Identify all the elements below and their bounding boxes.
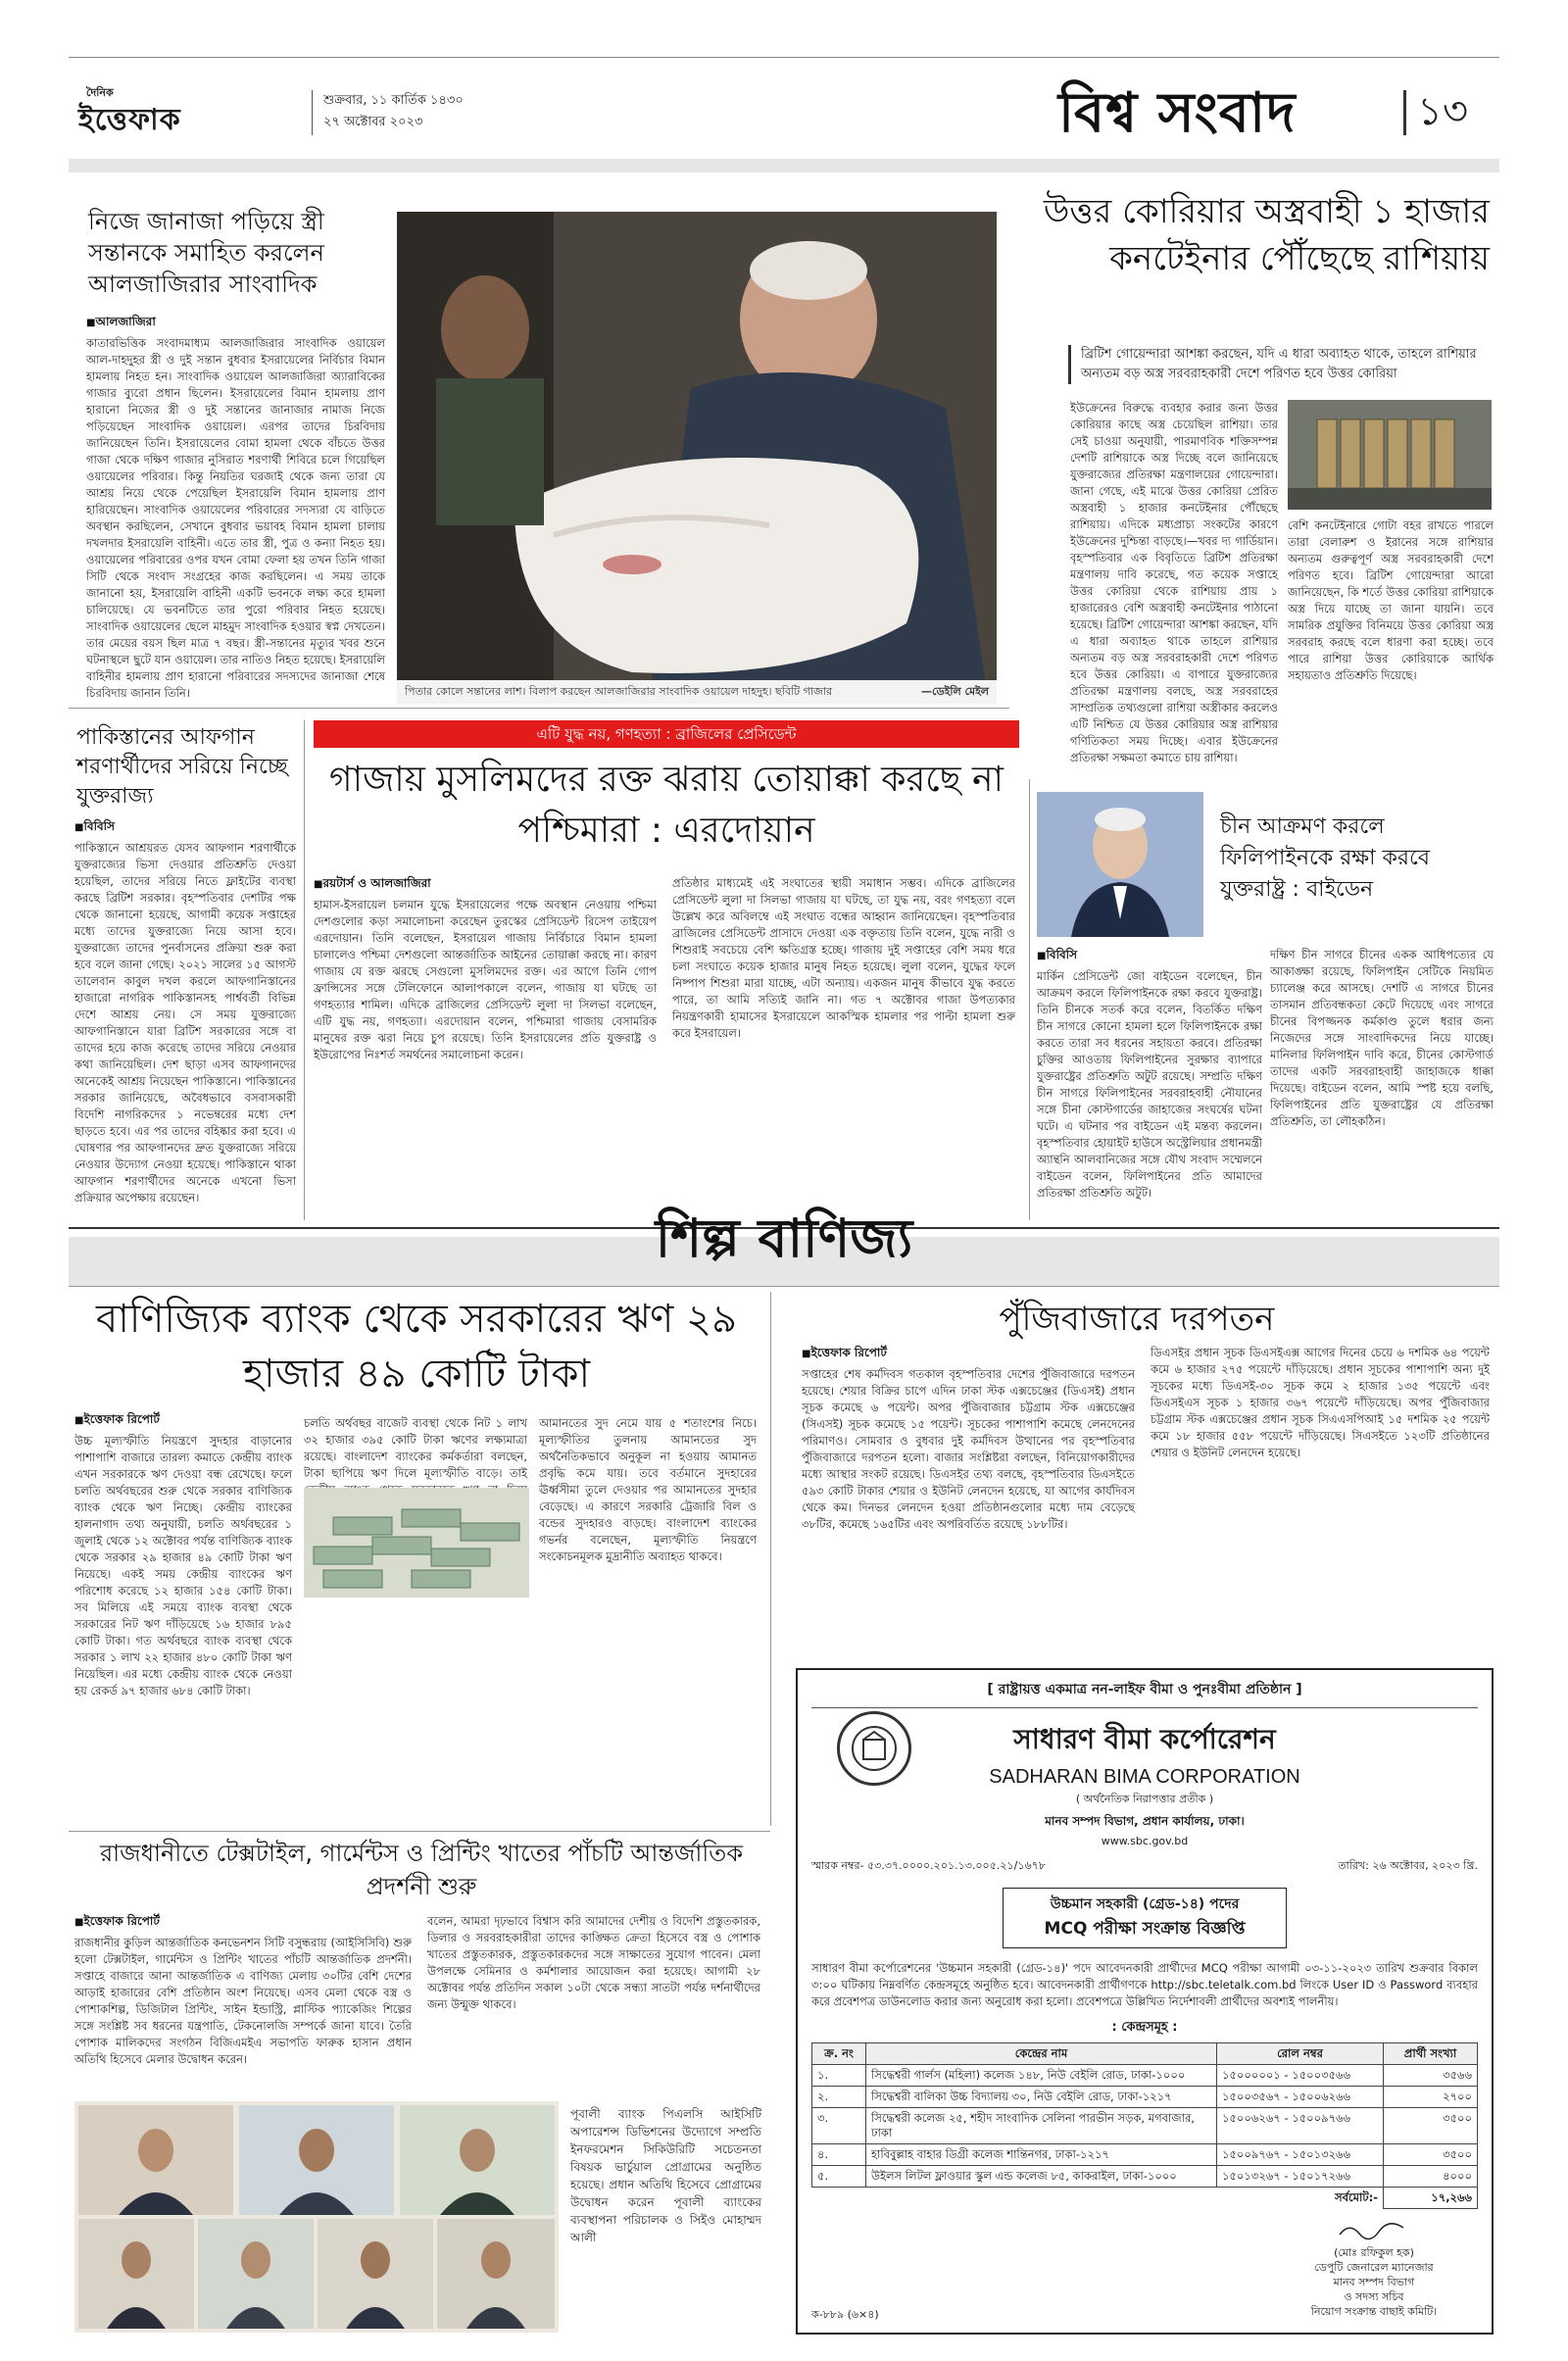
cell-roll: ১৫০১৩২৬৭ - ১৫০১৭২৬৬ — [1217, 2166, 1384, 2188]
story5-headline: চীন আক্রমণ করলে ফিলিপাইনকে রক্ষা করবে যুক্তরাষ্ট্র : বাইডেন — [1220, 814, 1431, 902]
story6-body2-top: চলতি অর্থবছর বাজেট ব্যবস্থা থেকে নিট ১ লাখ ৩২ হাজার ৩৯৫ কোটি টাকা ঋণের লক্ষ্যমাত্রা রয়েছে। বাংলাদেশ ব্যাংকের কর্মকর্তারা বলছেন, টাকা ছাপিয়ে ঋণ দিলে মূল্যস্ফীতি বাড়ে। তাই — [304, 1416, 527, 1480]
table-row — [812, 2087, 1478, 2108]
table-total-row — [812, 2188, 1478, 2209]
photo-pubali — [74, 2101, 559, 2333]
story1-byline: ■ আলজাজিরা — [86, 314, 385, 331]
story7-body — [802, 1345, 1135, 1650]
cell-sl: ৫. — [812, 2166, 866, 2188]
story4-text: হামাস-ইসরায়েল চলমান যুদ্ধে ইসরায়েলের পক্ষে অবস্থান নেওয়ায় পশ্চিমা দেশগুলোর কড়া সমালোচনা করেছেন তুরস্কের প্রেসিডেন্ট রিসেপ তাইয়েপ এরদোয়ান। তিনি বলেছেন, ইসরায়েল গাজায় নির্বিচারে বিমান হামলা চালালেও পশ্চিমা দেশগুলো আন্তর্জাতিক আইনের তোয়াক্কা করছে না। কারণ গাজায় যে রক্ত ঝরছে সেগুলো মুসলিমদের রক্ত। এর আগে তিনি গোপ ফ্রান্সিসের সঙ্গে টেলিফোনে আলাপকালে বলেন, গাজায় যা ঘটছে তা গণহত্যার শামিল। এদিকে ব্রাজিলের প্রেসিডেন্ট লুলা দা সিলভা বলেছেন, এটি যুদ্ধ নয়, গণহত্যা। এরদোয়ান বলেন, পশ্চিমারা গাজায় বেসামরিক মানুষের রক্ত ঝরা নিয়ে চুপ রয়েছে। তিনি ইসরায়েলের প্রতি যুক্তরাষ্ট্র ও ইউরোপের নিঃশর্ত সমর্থনের সমালোচনা করেন। — [314, 898, 657, 1061]
cell-sl: ৩. — [812, 2108, 866, 2144]
ad-name-bn: সাধারণ বীমা কর্পোরেশন — [1013, 1723, 1276, 1755]
pubali-caption: পূবালী ব্যাংক পিএলসি আইসিটি অপারেশন্স ডিভিশনের উদ্যোগে সম্প্রতি ইনফরমেশন সিকিউরিটি সচেতনতা বিষয়ক ভার্চুয়াল প্রোগ্রামের অনুষ্ঠিত হয়েছে। প্রধান অতিথি হিসেবে প্রোগ্রামের উদ্বোধন করেন পূবালী ব্যাংকের ব্যবস্থাপনা পরিচালক ও সিইও মোহাম্মদ আলী — [570, 2107, 761, 2244]
ad-centres-table — [811, 2042, 1478, 2209]
top-rule — [69, 57, 1499, 58]
story8-headline: রাজধানীতে টেক্সটাইল, গার্মেন্টস ও প্রিন্টিং খাতের পাঁচটি আন্তর্জাতিক প্রদর্শনী শুরু — [99, 1840, 744, 1900]
story3-text: পাকিস্তানে আশ্রয়রত যেসব আফগান শরণার্থীকে যুক্তরাজ্যের ভিসা দেওয়ার প্রতিশ্রুতি দেওয়া হয়েছিল, তাদের সরিয়ে নিতে ফ্লাইটের ব্যবস্থা করছে ব্রিটিশ সরকার। বৃহস্পতিবার দেশটির পক্ষ থেকে জানানো হয়েছে, আগামী কয়েক সপ্তাহের মধ্যে তাদের যুক্তরাজ্যে নিয়ে আসা হবে। যুক্তরাজ্যে তাদের পুনর্বাসনের প্রক্রিয়া শুরু করা হবে বলে জানা গেছে। ২০২১ সালের ১৫ আগস্ট তালেবান কাবুল দখল করলে আফগানিস্তানের হাজারো নাগরিক পাকিস্তানসহ পার্শ্ববর্তী বিভিন্ন দেশে আশ্রয় নেয়। সে সময় যুক্তরাজ্যে আফগানিস্তানে যারা ব্রিটিশ সরকারের সঙ্গে বা তাদের হয়ে কাজ করেছে তাদের সরিয়ে নেওয়ার কথা জানিয়েছিল। দেশ ছাড়া এসব আফগানদের অনেকেই আশ্রয় নিয়েছেন পাকিস্তানে। পাকিস্তানের সরকার জানিয়েছে, অবৈধভাবে বসবাসকারী বিদেশি নাগরিকদের ১ নভেম্বরের মধ্যে দেশ ছাড়তে হবে। এর পর তাদের বহিষ্কার করা হবে। এ ঘোষণার পর আফগানদের দ্রুত যুক্তরাজ্যে সরিয়ে নেওয়ার উদ্যোগ নেওয়া হয়েছে। পাকিস্তানে থাকা আফগান শরণার্থীদের অনেকে এখনো ভিসা প্রক্রিয়ার অপেক্ষায় রয়েছেন। — [74, 841, 296, 1205]
cell-count: ৩৫০০ — [1384, 2144, 1478, 2166]
story8-body2: বলেন, আমরা দৃঢ়ভাবে বিশ্বাস করি আমাদের দেশীয় ও বিদেশি প্রস্তুতকারক, ডিলার ও সরবরাহকারীরা তাদের কাঙ্ক্ষিত ক্রেতা হিসেবে বস্ত্র ও পোশাক খাতের প্রস্তুতকারক, প্রস্তুতকারকদের সঙ্গে সাক্ষাতের সুযোগ পাবেন। মেলা উপলক্ষে সেমিনার ও কর্মশালার আয়োজন করা হয়েছে। আগামী ২৮ অক্টোবর পর্যন্ত প্রতিদিন সকাল ১০টা থেকে সন্ধ্যা সাতটা পর্যন্ত দর্শনার্থীদের জন্য উন্মুক্ত থাকবে। — [427, 1914, 760, 2011]
photo1-credit: —ডেইলি মেইল — [921, 685, 989, 698]
story3-headline: পাকিস্তানের আফগান শরণার্থীদের সরিয়ে নিচ্ছে যুক্তরাজ্য — [76, 725, 288, 809]
ad-logo — [837, 1711, 911, 1786]
story7-text: সপ্তাহের শেষ কর্মদিবস গতকাল বৃহস্পতিবার দেশের পুঁজিবাজারে দরপতন হয়েছে। শেয়ার বিক্রির চাপে এদিন ঢাকা স্টক এক্সচেঞ্জের (ডিএসই) প্রধান সূচক কমেছে ৬ পয়েন্ট। অপর পুঁজিবাজার চট্টগ্রাম স্টক এক্সচেঞ্জের (সিএসই) সূচক কমেছে ১৫ পয়েন্ট। সূচকের পাশাপাশি কমেছে লেনদেনের পরিমাণও। সোমবার ও বুধবার দুই কর্মদিবস উত্থানের পর বৃহস্পতিবার পুঁজিবাজারে দরপতন হলো। বাজার সংশ্লিষ্টরা বলছেন, বিনিয়োগকারীদের মধ্যে আস্থার সংকট রয়েছে। ডিএসইর তথ্য বলছে, বৃহস্পতিবার ডিএসইতে ৫৯৩ কোটি টাকার শেয়ার ও ইউনিট লেনদেন হয়েছে, যা আগের কার্যদিবস থেকে কম। দিনভর লেনদেন হওয়া প্রতিষ্ঠানগুলোর মধ্যে দাম বেড়েছে ৩৮টির, কমেছে ১৬৫টির এবং অপরিবর্তিত রয়েছে ১৮৮টির। — [802, 1367, 1135, 1531]
logo-small: দৈনিক — [86, 86, 114, 99]
ad-notice: সাধারণ বীমা কর্পোরেশনের 'উচ্চমান সহকারী (গ্রেড-১৪)' পদে আবেদনকারী প্রার্থীদের MCQ পরীক্ষা আগামী ০৩-১১-২০২৩ তারিখ শুক্রবার বিকাল ৩:০০ ঘটিকায় নিম্নবর্ণিত কেন্দ্রসমূহে অনুষ্ঠিত হবে। আবেদনকারী প্রার্থীগণকে http://sbc.teletalk.com.bd লিংকে User ID ও Password ব্যবহার করে প্রবেশপত্র ডাউনলোড করার জন্য অনুরোধ করা হলো। প্রবেশপত্রে উল্লিখিত নির্দেশাবলী প্রার্থীদের অবশ্যই পালনীয়। — [811, 1961, 1478, 2008]
masthead-logo — [78, 84, 304, 143]
date-english: ২৭ অক্টোবর ২০২৩ — [323, 115, 423, 129]
ad-centres-title: : কেন্দ্রসমূহ : — [1111, 2020, 1178, 2035]
photo-biden-illustration — [1037, 792, 1203, 937]
story7-byline: ■ ইত্তেফাক রিপোর্ট — [802, 1345, 1135, 1362]
bima-ad — [796, 1668, 1494, 2335]
story2-body: ইউক্রেনের বিরুদ্ধে ব্যবহার করার জন্য উত্তর কোরিয়ার কাছে অস্ত্র চেয়েছিল রাশিয়া। তার সেই চাওয়া অনুযায়ী, পারমাণবিক শক্তিসম্পন্ন দেশটি রাশিয়াকে অস্ত্র দিচ্ছে বলে জানিয়েছে যুক্তরাজ্যের প্রতিরক্ষা মন্ত্রণালয়ের গোয়েন্দারা। জানা গেছে, এই মাঝে উত্তর কোরিয়া প্রেরিত অস্ত্রবাহী ১ হাজার কনটেইনার পৌঁছেছে রাশিয়ায়। এদিকে মধ্যপ্রাচ্য সংকটের কারণে ইউক্রেনের দুশ্চিন্তা বাড়ছে।—খবর দ্য গার্ডিয়ান। বৃহস্পতিবার এক বিবৃতিতে ব্রিটিশ প্রতিরক্ষা মন্ত্রণালয় দাবি করেছে, গত কয়েক সপ্তাহে উত্তর কোরিয়া থেকে রাশিয়ায় প্রায় ১ হাজারেরও বেশি অস্ত্রবাহী কনটেইনার পাঠানো হয়েছে। ব্রিটিশ গোয়েন্দারা আশঙ্কা করছেন, যদি এ ধারা অব্যাহত থাকে তাহলে রাশিয়ার অন্যতম বড় অস্ত্র সরবরাহকারী দেশে পরিণত হবে উত্তর কোরিয়া। এ বাপারে যুক্তরাজ্যের প্রতিরক্ষা মন্ত্রণালয় বলছে, অস্ত্র সরবরাহের সাম্প্রতিক তথ্যগুলো রাশিয়া অস্ত্রীকার করলেও এটি নিশ্চিত যে উত্তর কোরিয়ার অস্ত্র রাশিয়ার গণিতিকতা সময় দিচ্ছে। এবার ইউক্রেনের প্রতিরক্ষা সক্ষমতা কমাতে চায় রাশিয়া। — [1070, 401, 1278, 764]
ad-th-roll: রোল নম্বর — [1217, 2043, 1384, 2065]
masthead-bottom-rule — [69, 159, 1499, 172]
ad-dept: মানব সম্পদ বিভাগ, প্রধান কার্যালয়, ঢাকা। — [1045, 1814, 1245, 1828]
ad-memo: স্মারক নম্বর- ৫৩.৩৭.০০০০.২০১.১৩.০০৫.২১/১৬৭৮ — [811, 1859, 1046, 1872]
cell-count: ৩৫০০ — [1384, 2108, 1478, 2144]
ad-code: ক-৮৮৯ (৬×৪) — [811, 2308, 879, 2321]
ad-date: তারিখ: ২৬ অক্টোবর, ২০২৩ খ্রি. — [1338, 1859, 1478, 1872]
sbc-logo-icon — [850, 1724, 899, 1773]
story8-body — [74, 1913, 412, 2090]
ad-signature — [1276, 2220, 1472, 2319]
story1-text: কাতারভিত্তিক সংবাদমাধ্যম আলজাজিরার সাংবাদিক ওয়ায়েল আল-দাহদুহর স্ত্রী ও দুই সন্তান বুধবার ইসরায়েলের নির্বিচার বিমান হামলায় নিহত হন। সাংবাদিক ওয়ায়েল আলজাজিরা অ্যারাবিকের গাজার ব্যুরো প্রধান ছিলেন। ইসরায়েলের বিমান হামলায় প্রাণ হারানো নিজের স্ত্রী ও দুই সন্তানের জানাজার নামাজ নিজে পড়িয়েছেন সাংবাদিক ওয়ায়েল। এরপর তাদের চিরবিদায় জানিয়েছেন তিনি। ইসরায়েলের বোমা হামলা থেকে বাঁচতে উত্তর গাজা থেকে দক্ষিণ গাজার নুসিরাত শরণার্থী শিবিরে চলে গিয়েছিল ওয়ায়েলের পরিবার। কিন্তু নিয়তির ঘরজাই থেকে জন্য তারা যে আশ্রয় নিয়ে থেকে পেয়েছিল ইসরায়েলি বিমান হামলায় প্রাণ হারিয়েছেন। সাংবাদিক ওয়ায়েলের পরিবারের সদস্যরা যে বাড়িতে অবস্থান করছিলেন, সেখানে বুধবার ভয়াবহ বিমান হামলা চালায় দখলদার ইসরায়েলি বাহিনী। এতে তার স্ত্রী, পুত্র ও কন্যা নিহত হয়। ওয়ায়েলের পরিবারের ওপর যখন বোমা ফেলা হয় তখন তিনি গাজা সিটি থেকে সংবাদ সংগ্রহের কাজ করছিলেন। এ সময় তাকে জানানো হয়, ইসরায়েলি বাহিনী একটি ভবনকে লক্ষ্য করে হামলা চালিয়েছে। যে ভবনটিতে তার পুরো পরিবার নিহত হয়েছে। সাংবাদিক ওয়ায়েলের ছেলে মাহমুদ সাংবাদিক হওয়ার স্বপ্ন দেখতেন। তার মেয়ের বয়স ছিল মাত্র ৭ বছর। স্ত্রী-সন্তানের মৃত্যুর খবর শুনে ঘটনাস্থলে ছুটে যান ওয়ায়েল। তার নাতিও নিহত হয়েছে। ইসরায়েলি বাহিনীর হামলায় প্রাণ হারানো পরিবারের সদস্যদের জানাজা শেষে চিরবিদায় জানান তিনি। — [86, 336, 385, 700]
rule-story8-top — [69, 1831, 770, 1832]
cell-name: উইলস লিটল ফ্লাওয়ার স্কুল এন্ড কলেজ ৮৫, কাকরাইল, ঢাকা-১০০০ — [866, 2166, 1217, 2188]
ad-th-name: কেন্দ্রের নাম — [866, 2043, 1217, 2065]
table-row — [812, 2144, 1478, 2166]
cell-sl: ১. — [812, 2065, 866, 2087]
photo-pubali-illustration — [74, 2101, 559, 2333]
story8-text: রাজধানীর কুড়িল আন্তর্জাতিক কনভেনশন সিটি বসুন্ধরায় (আইসিসিবি) শুরু হলো টেক্সটাইল, গার্মেন্টস ও প্রিন্টিং খাতের পাঁচটি আন্তর্জাতিক প্রদর্শনী। সপ্তাহে বাজারে আনা আন্তর্জাতিক এ বাণিজ্য মেলায় ৩০টির বেশি দেশের আড়াই হাজারের বেশি প্রতিষ্ঠান অংশ নিয়েছে। এসব মেলা থেকে বস্ত্র ও পোশাকশিল্প, ডিজিটাল প্রিন্টিং, সাইন ইন্ডাস্ট্রি, প্লাস্টিক প্যাকেজিং শিল্পের সঙ্গে সংশ্লিষ্ট সব ধরনের যন্ত্রপাতি, টেকনোলজি সম্পর্কে জানা যাবে। তৈরি পোশাক মালিকদের সংগঠন বিজিএমইএ সভাপতি ফারুক হাসান প্রধান অতিথি হিসেবে মেলার উদ্বোধন করেন। — [74, 1936, 412, 2066]
cell-count: ২৭০০ — [1384, 2087, 1478, 2108]
cell-name: সিদ্ধেশ্বরী গার্লস (মহিলা) কলেজ ১৪৮, নিউ বেইলি রোড, ঢাকা-১০০০ — [866, 2065, 1217, 2087]
photo1-caption-text: পিতার কোলে সন্তানের লাশ। বিলাপ করছেন আলজাজিরার সাংবাদিক ওয়ায়েল দাহদুহ। ছবিটি গাজার — [405, 685, 833, 698]
story6-byline: ■ ইত্তেফাক রিপোর্ট — [74, 1411, 292, 1429]
photo1-caption — [397, 680, 997, 704]
masthead-date — [323, 90, 464, 133]
ad-th-sl: ক্র. নং — [812, 2043, 866, 2065]
cell-name: হাবিবুল্লাহ বাহার ডিগ্রী কলেজ শান্তিনগর, ঢাকা-১২১৭ — [866, 2144, 1217, 2166]
cell-roll: ১৫০০৬২৬৭ - ১৫০০৯৭৬৬ — [1217, 2108, 1384, 2144]
story3-body — [74, 818, 296, 1220]
story8-byline: ■ ইত্তেফাক রিপোর্ট — [74, 1913, 412, 1931]
cell-total: ১৭,২৬৬ — [1384, 2188, 1478, 2209]
story4-body — [314, 875, 657, 1220]
table-row — [812, 2065, 1478, 2087]
rule-business-bottom — [69, 1286, 1499, 1287]
page-number: ১৩ — [1417, 89, 1468, 134]
rule-mid1 — [69, 708, 1009, 709]
date-bangla: শুক্রবার, ১১ কার্তিক ১৪৩০ — [323, 93, 464, 108]
story5-body2: দক্ষিণ চীন সাগরে চীনের একক আধিপত্যের যে আকাঙ্ক্ষা রয়েছে, ফিলিপাইন সেটিকে নিয়মিত চ্যালেঞ্জ করে আসছে। দেশটি এ সাগরে চীনের তাসমান প্রতিবন্ধকতা কেটে দিয়েছে এবং সাগরে চীনের বিপজ্জনক কর্মকাণ্ড তুলে ধরার জন্য নিজেদের সঙ্গে সাংবাদিকদের নিয়ে যাচ্ছে। মানিলার ফিলিপাইন দাবি করে, চীনের কোস্টগার্ড তাদের একটি সরবরাহবাহী জাহাজকে ধাক্কা দিয়েছে। বাইডেন বলেন, আমি স্পষ্ট হয়ে বলছি, ফিলিপাইনের প্রতি যুক্তরাষ্ট্রের যে প্রতিরক্ষা প্রতিশ্রুতি, তা লৌহকঠিন। — [1270, 948, 1494, 1128]
ad-name-en: SADHARAN BIMA CORPORATION — [989, 1766, 1300, 1788]
story6-body — [74, 1411, 292, 1823]
photo-illustration — [397, 212, 997, 680]
cell-roll: ১৫০০৩৫৬৭ - ১৫০০৬২৬৬ — [1217, 2087, 1384, 2108]
story7-headline: পুঁজিবাজারে দরপতন — [999, 1300, 1275, 1339]
logo-text: ইত্তেফাক — [78, 103, 181, 137]
story4-body2: প্রতিষ্ঠার মাধ্যমেই এই সংঘাতের স্থায়ী সমাধান সম্ভব। এদিকে ব্রাজিলের প্রেসিডেন্ট লুলা দা সিলভা গাজায় যা ঘটছে, তা যুদ্ধ নয়, বরং গণহত্যা বলে উল্লেখ করে অবিলম্বে এই সংঘাত বন্ধের আহ্বান জানিয়েছেন। বৃহস্পতিবার ব্রাজিলের প্রেসিডেন্ট প্রাসাদে দেওয়া এক বক্তৃতায় তিনি বলেন, যুদ্ধে নারী ও শিশুরাই সবচেয়ে বেশি ক্ষতিগ্রস্ত হচ্ছে। গাজায় দুই সপ্তাহের বেশি সময় ধরে চলা সংঘাতে কয়েক হাজার মানুষ নিহত হয়েছে। লুলা বলেন, যুদ্ধের ফলে নিষ্পাপ শিশুরা মারা যাচ্ছে, এটা অন্যায়। একজন মানুষ কীভাবে যুদ্ধ করতে পারে, তা আমি সত্যিই জানি না। গত ৭ অক্টোবর গাজা উপত্যকার নিয়ন্ত্রণকারী হামাসের ইসরায়েলে আকস্মিক হামলার পর পাল্টা হামলা শুরু করে ইসরায়েল। — [672, 876, 1015, 1040]
story6-text: উচ্চ মূল্যস্ফীতি নিয়ন্ত্রণে সুদহার বাড়ানোর পাশাপাশি বাজারে তারল্য কমাতে কেন্দ্রীয় ব্যাংক এখন সরকারকে ঋণ দেওয়া বন্ধ রেখেছে। ফলে চলতি অর্থবছরের শুরু থেকে সরকার বাণিজ্যিক ব্যাংক থেকে ঋণ নিচ্ছে। কেন্দ্রীয় ব্যাংকের হালনাগাদ তথ্য অনুযায়ী, চলতি অর্থবছরের ১ জুলাই থেকে ১২ অক্টোবর পর্যন্ত বাণিজ্যিক ব্যাংক থেকে সরকার ২৯ হাজার ৪৯ কোটি টাকা ঋণ নিয়েছে। একই সময় কেন্দ্রীয় ব্যাংকের ঋণ পরিশোধ করেছে ১২ হাজার ১৫৪ কোটি টাকা। সব মিলিয়ে এই সময়ে ব্যাংক ব্যবস্থা থেকে সরকারের নিট ঋণ দাঁড়িয়েছে ১৬ হাজার ৮৯৫ কোটি টাকা। গত অর্থবছরে ব্যাংক ব্যবস্থা থেকে সরকার ১ লাখ ২২ হাজার ৪৮০ কোটি টাকা ঋণ নিয়েছিল। এর মধ্যে কেন্দ্রীয় ব্যাংক থেকে নেওয়া হয় রেকর্ড ৯৭ হাজার ৬৮৪ কোটি টাকা। — [74, 1434, 292, 1697]
sign-name: (মোঃ রফিকুল হক) — [1334, 2246, 1414, 2259]
table-row — [812, 2166, 1478, 2188]
story2-headline: উত্তর কোরিয়ার অস্ত্রবাহী ১ হাজার কনটেইনার পৌঁছেছে রাশিয়ায় — [1043, 192, 1490, 278]
sign-title: ডেপুটি জেনারেল ম্যানেজার — [1314, 2261, 1434, 2274]
story6-headline: বাণিজ্যিক ব্যাংক থেকে সরকারের ঋণ ২৯ হাজার ৪৯ কোটি টাকা — [95, 1297, 738, 1397]
story4-byline: ■ রয়টার্স ও আলজাজিরা — [314, 875, 657, 893]
story5-text: মার্কিন প্রেসিডেন্ট জো বাইডেন বলেছেন, চীন আক্রমণ করলে ফিলিপাইনকে রক্ষা করবে যুক্তরাষ্ট্র। তিনি চীনকে সতর্ক করে বলেন, বিতর্কিত দক্ষিণ চীন সাগরে কোনো হামলা হলে ফিলিপাইনকে রক্ষা করতে তারা সব ধরনের সহায়তা করবে। প্রতিরক্ষা চুক্তির আওতায় ফিলিপাইনের সুরক্ষার ব্যাপারে যুক্তরাষ্ট্রের প্রতিশ্রুতি অটুট রয়েছে। সম্প্রতি দক্ষিণ চীন সাগরে ফিলিপাইনের সরবরাহবাহী নৌযানের সঙ্গে চীনা কোস্টগার্ডের জাহাজের সংঘর্ষের ঘটনা ঘটে। এ ঘটনার পর বাইডেন এই মন্তব্য করলেন। বৃহস্পতিবার হোয়াইট হাউসে অস্ট্রেলিয়ার প্রধানমন্ত্রী অ্যান্থনি আলবানিজের সঙ্গে যৌথ সংবাদ সম্মেলনে বাইডেন বলেন, ফিলিপাইনের প্রতি আমাদের প্রতিরক্ষা প্রতিশ্রুতি অটুট। — [1037, 969, 1262, 1200]
ad-sub: ( অর্থনৈতিক নিরাপত্তার প্রতীক ) — [1075, 1793, 1214, 1805]
business-title: শিল্প বাণিজ্য — [655, 1207, 913, 1269]
ad-web: www.sbc.gov.bd — [1101, 1835, 1189, 1847]
cell-count: ৩৫৬৬ — [1384, 2065, 1478, 2087]
story1-body — [86, 314, 385, 698]
cell-sl: ২. — [812, 2087, 866, 2108]
story2-body2: বেশি কনটেইনারে গোটা বহর রাখতে পারলে তারা বেলারুশ ও ইরানের সঙ্গে রাশিয়ার অন্যতম গুরুত্বপূর্ণ অস্ত্র সরবরাহকারী দেশে পরিণত হবে। ব্রিটিশ গোয়েন্দারা আরো জানিয়েছেন, কি শর্তে উত্তর কোরিয়া রাশিয়াকে অস্ত্র দিয়ে যাচ্ছে তা জানা যায়নি। তবে সামরিক প্রযুক্তির বিনিময়ে উত্তর কোরিয়া অস্ত্র সরবরাহ করছে বলে ধারণা করা হচ্ছে। তবে পারে রাশিয়া উত্তর কোরিয়াকে আর্থিক সহায়তাও প্রতিশ্রুতি দিয়েছে। — [1288, 518, 1494, 682]
ad-title2: MCQ পরীক্ষা সংক্রান্ত বিজ্ঞপ্তি — [1044, 1919, 1246, 1939]
section-divider — [1403, 90, 1406, 135]
table-row — [812, 2108, 1478, 2144]
cell-roll: ১৫০০৯৭৬৭ - ১৫০১৩২৬৬ — [1217, 2144, 1384, 2166]
photo-containers — [1288, 400, 1492, 510]
story5-byline: ■ বিবিসি — [1037, 947, 1262, 964]
cell-total-label: সর্বমোট:- — [1335, 2190, 1378, 2204]
story4-headline: গাজায় মুসলিমদের রক্ত ঝরায় তোয়াক্কা করছে না পশ্চিমারা : এরদোয়ান — [329, 760, 1004, 851]
col-rule-3 — [770, 1292, 771, 1826]
photo-money — [304, 1488, 529, 1598]
ad-title1: উচ্চমান সহকারী (গ্রেড-১৪) পদের — [1050, 1896, 1240, 1912]
sign-comm: নিয়োগ সংক্রান্ত বাছাই কমিটি। — [1310, 2305, 1438, 2318]
photo-journalist — [397, 212, 997, 680]
photo-containers-illustration — [1288, 400, 1492, 510]
photo-money-illustration — [304, 1488, 529, 1598]
section-title: বিশ্ব সংবাদ — [1058, 81, 1297, 145]
cell-sl: ৪. — [812, 2144, 866, 2166]
ad-title-box — [1003, 1888, 1287, 1948]
story6-body3: আমানতের সুদ নেমে যায় ৫ শতাংশের নিচে। মূল্যস্ফীতির তুলনায় আমানতের সুদ অর্থনৈতিকভাবে অনুকূল না হওয়ায় আমানত প্রবৃদ্ধি কমে যায়। তবে বর্তমানে সুদহারের ঊর্ধ্বসীমা তুলে দেওয়ার পর আমানতের সুদহার বেড়েছে। এ কারণে সরকারি ট্রেজারি বিল ও বন্ডের সুদহারও বাড়ছে। বাংলাদেশ ব্যাংকের গভর্নর বলেছেন, মূল্যস্ফীতি নিয়ন্ত্রণে সংকোচনমূলক মুদ্রানীতি অব্যাহত থাকবে। — [539, 1416, 757, 1563]
signature-icon — [1335, 2220, 1413, 2241]
col-rule-2 — [1029, 779, 1030, 1220]
story4-kicker: এটি যুদ্ধ নয়, গণহত্যা : ব্রাজিলের প্রেসিডেন্ট — [314, 720, 1019, 748]
ad-table-header — [812, 2043, 1478, 2065]
ad-top-line: [ রাষ্ট্রায়ত্ত একমাত্র নন-লাইফ বীমা ও পুনঃবীমা প্রতিষ্ঠান ] — [811, 1678, 1478, 1708]
sign-dept: মানব সম্পদ বিভাগ — [1333, 2276, 1415, 2288]
masthead-divider — [312, 90, 313, 135]
story1-headline: নিজে জানাজা পড়িয়ে স্ত্রী সন্তানকে সমাহিত করলেন আলজাজিরার সাংবাদিক — [88, 208, 324, 298]
story7-body2: ডিএসইর প্রধান সূচক ডিএসইএক্স আগের দিনের চেয়ে ৬ দশমিক ৬৪ পয়েন্ট কমে ৬ হাজার ২৭৫ পয়েন্টে দাঁড়িয়েছে। প্রধান সূচকের পাশাপাশি অন্য দুই সূচকের মধ্যে ডিএসই-৩০ সূচক কমে ২ হাজার ১৩৫ পয়েন্টে এবং ডিএসইএস সূচক ১ হাজার ৩৬৭ পয়েন্টে দাঁড়িয়েছে। অপর পুঁজিবাজার চট্টগ্রাম স্টক এক্সচেঞ্জের প্রধান সূচক সিএএসপিআই ১৫ দশমিক ২৫ পয়েন্ট কমে ১৮ হাজার ৫৫৮ পয়েন্টে দাঁড়িয়েছে। সিএসইতে ১২৩টি প্রতিষ্ঠানের শেয়ার ও ইউনিট লেনদেন হয়েছে। — [1151, 1346, 1490, 1459]
cell-name: সিদ্ধেশ্বরী বালিকা উচ্চ বিদ্যালয় ৩০, নিউ বেইলি রোড, ঢাকা-১২১৭ — [866, 2087, 1217, 2108]
ad-memo-row — [811, 1857, 1478, 1876]
story3-byline: ■ বিবিসি — [74, 818, 296, 836]
cell-name: সিদ্ধেশ্বরী কলেজ ২৫, শহীদ সাংবাদিক সেলিনা পারভীন সড়ক, মগবাজার, ঢাকা — [866, 2108, 1217, 2144]
story2-summary: ব্রিটিশ গোয়েন্দারা আশঙ্কা করছেন, যদি এ ধারা অব্যাহত থাকে, তাহলে রাশিয়ার অন্যতম বড় অস্ত্র সরবরাহকারী দেশে পরিণত হবে উত্তর কোরিয়া — [1068, 345, 1490, 384]
ad-th-count: প্রার্থী সংখ্যা — [1384, 2043, 1478, 2065]
col-rule-1 — [304, 720, 305, 1220]
photo-biden — [1037, 792, 1203, 937]
cell-count: ৪০০০ — [1384, 2166, 1478, 2188]
sign-role: ও সদস্য সচিব — [1344, 2290, 1404, 2303]
story5-body — [1037, 947, 1262, 1221]
cell-roll: ১৫০০০০০১ - ১৫০০৩৫৬৬ — [1217, 2065, 1384, 2087]
